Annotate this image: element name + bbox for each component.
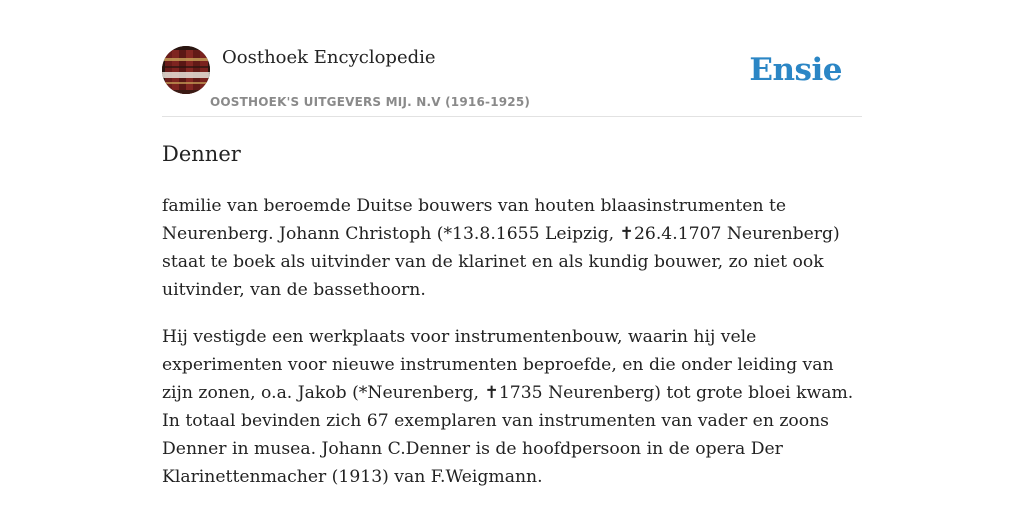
source-avatar[interactable]: [162, 46, 210, 94]
source-subtitle: OOSTHOEK'S UITGEVERS MIJ. N.V (1916-1925): [210, 95, 531, 109]
source-header: [162, 46, 862, 117]
article-paragraph: Hij vestigde een werkplaats voor instrumentenbouw, waarin hij vele experimenten voor nieuwe instrumenten beproefde, en die onder leiding van zijn zonen, o.a. Jakob (*Neurenberg, ✝1735 Neurenberg) tot grote bloei kwam. In totaal bevinden zich 67 exemplaren van instrumenten van vader en zoons Denner in musea. Johann C.Denner is de hoofdpersoon in de opera Der Klarinettenmacher (1913) van F.Weigmann.: [162, 327, 854, 487]
source-title[interactable]: Oosthoek Encyclopedie: [222, 47, 436, 68]
ensie-logo[interactable]: Ensie: [749, 52, 842, 88]
article-body: [162, 192, 862, 510]
article-title: Denner: [162, 142, 241, 166]
article-paragraph: familie van beroemde Duitse bouwers van houten blaasinstrumenten te Neurenberg. Johann Christoph (*13.8.1655 Leipzig, ✝26.4.1707 Neurenberg) staat te boek als uitvinder van de klarinet en als kundig bouwer, zo niet ook uitvinder, van de bassethoorn.: [162, 196, 840, 300]
encyclopedia-books-icon: [162, 46, 210, 94]
